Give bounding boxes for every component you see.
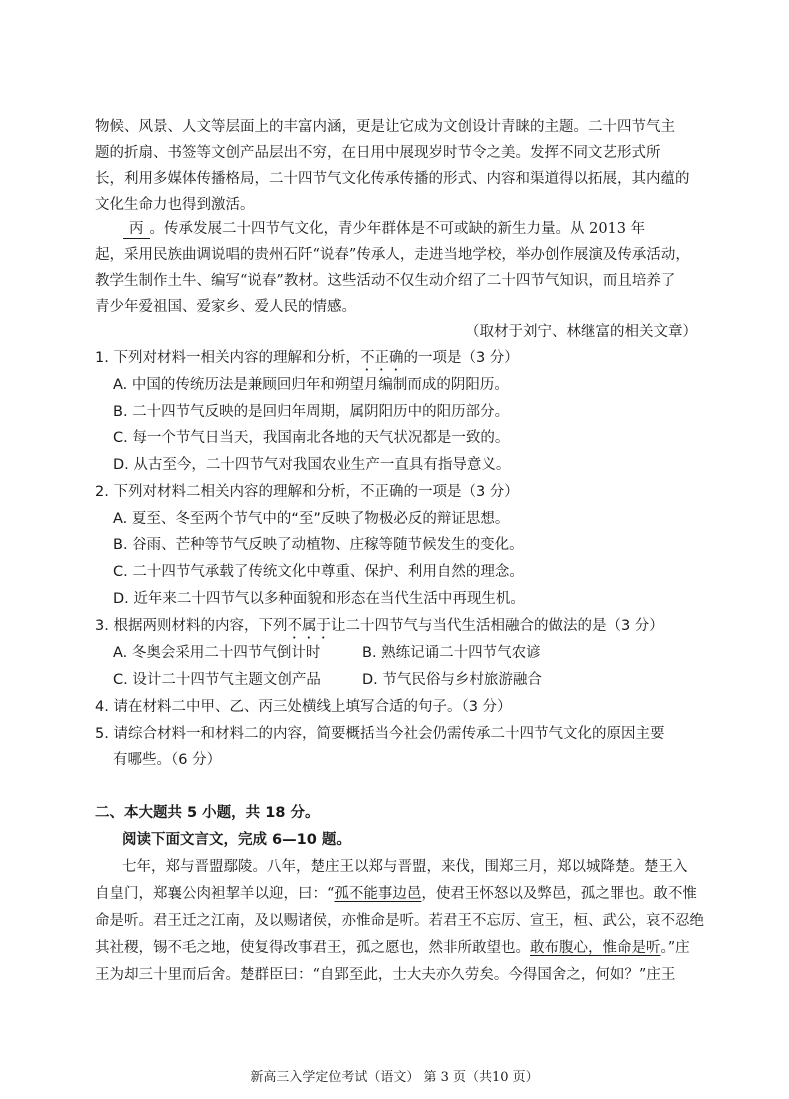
- material-line: 青少年爱祖国、爱家乡、爱人民的情感。: [95, 299, 356, 315]
- question-3-option-b[interactable]: B. 熟练记诵二十四节气农谚: [362, 645, 541, 661]
- material-line: 长，利用多媒体传播格局，二十四节气文化传承传播的形式、内容和渠道得以拓展，其内蕴的: [95, 171, 690, 187]
- section-2-heading: 二、本大题共 5 小题，共 18 分。: [95, 805, 320, 821]
- classical-text-line: 七年，郑与晋盟鄢陵。八年，楚庄王以郑与晋盟，来伐，围郑三月，郑以城降楚。楚王入: [122, 859, 688, 875]
- question-1-option-b[interactable]: B. 二十四节气反映的是回归年周期，属阴阳历中的阳历部分。: [113, 404, 510, 420]
- question-5-stem-cont: 有哪些。（6 分）: [113, 752, 222, 768]
- underlined-phrase: 敢布腹心，惟命是听: [530, 940, 661, 956]
- classical-text-line: 命是听。君王迁之江南，及以赐诸侯，亦惟命是听。若君王不忘厉、宣王，桓、武公，哀不忍绝: [95, 913, 704, 929]
- question-2-option-b[interactable]: B. 谷雨、芒种等节气反映了动植物、庄稼等随节候发生的变化。: [113, 537, 524, 553]
- question-3-stem: 3. 根据两则材料的内容，下列不属于让二十四节气与当代生活相融合的做法的是（3 分）: [95, 618, 664, 634]
- material-line: 教学生制作土牛、编写“说春”教材。这些活动不仅生动介绍了二十四节气知识，而且培养了: [95, 273, 676, 289]
- question-4-stem: 4. 请在材料二中甲、乙、丙三处横线上填写合适的句子。（3 分）: [95, 699, 512, 715]
- material-line: 丙 。传承发展二十四节气文化，青少年群体是不可或缺的新生力量。从 2013 年: [123, 219, 645, 239]
- fill-blank-bing[interactable]: 丙: [123, 221, 150, 239]
- question-3-option-d[interactable]: D. 节气民俗与乡村旅游融合: [362, 672, 542, 688]
- classical-text-line: 其社稷，锡不毛之地，使复得改事君王，孤之愿也，然非所敢望也。敢布腹心，惟命是听。”庄: [95, 940, 690, 956]
- question-2-stem: 2. 下列对材料二相关内容的理解和分析，不正确的一项是（3 分）: [95, 484, 519, 500]
- source-citation: （取材于刘宁、林继富的相关文章）: [465, 324, 697, 340]
- classical-text-line: 自皇门，郑襄公肉袒挈羊以迎，曰：“孤不能事边邑，使君王怀怒以及弊邑，孤之罪也。敢不惟: [95, 886, 697, 902]
- page-footer: 新高三入学定位考试（语文） 第 3 页（共10 页）: [250, 1070, 539, 1085]
- question-5-stem: 5. 请综合材料一和材料二的内容，简要概括当今社会仍需传承二十四节气文化的原因主要: [95, 726, 665, 742]
- question-2-option-d[interactable]: D. 近年来二十四节气以多种面貌和形态在当代生活中再现生机。: [113, 591, 525, 607]
- question-1-option-d[interactable]: D. 从古至今，二十四节气对我国农业生产一直具有指导意义。: [113, 457, 511, 473]
- question-2-option-c[interactable]: C. 二十四节气承载了传统文化中尊重、保护、利用自然的理念。: [113, 564, 524, 580]
- material-line: 起，采用民族曲调说唱的贵州石阡“说春”传承人，走进当地学校，举办创作展演及传承活动，: [95, 247, 690, 263]
- underlined-phrase: 孤不能事边邑: [334, 886, 422, 902]
- material-line: 题的折扇、书签等文创产品层出不穷，在日用中展现岁时节令之美。发挥不同文艺形式所: [95, 145, 661, 161]
- question-1-option-a[interactable]: A. 中国的传统历法是兼顾回归年和朔望月编制而成的阴阳历。: [113, 377, 509, 393]
- question-2-option-a[interactable]: A. 夏至、冬至两个节气中的“至”反映了物极必反的辩证思想。: [113, 511, 510, 527]
- material-line: 物候、风景、人文等层面上的丰富内涵，更是让它成为文创设计青睐的主题。二十四节气主: [95, 119, 675, 135]
- question-1-option-c[interactable]: C. 每一个节气日当天，我国南北各地的天气状况都是一致的。: [113, 430, 510, 446]
- section-2-instruction: 阅读下面文言文，完成 6—10 题。: [122, 832, 351, 848]
- question-1-stem: 1. 下列对材料一相关内容的理解和分析，不正确的一项是（3 分）: [95, 350, 519, 366]
- question-3-option-a[interactable]: A. 冬奥会采用二十四节气倒计时: [113, 645, 321, 661]
- material-line: 文化生命力也得到激活。: [95, 197, 255, 213]
- classical-text-line: 王为却三十里而后舍。楚群臣曰：“自郢至此，士大夫亦久劳矣。今得国舍之，何如？”庄王: [95, 967, 676, 983]
- question-3-option-c[interactable]: C. 设计二十四节气主题文创产品: [113, 672, 321, 688]
